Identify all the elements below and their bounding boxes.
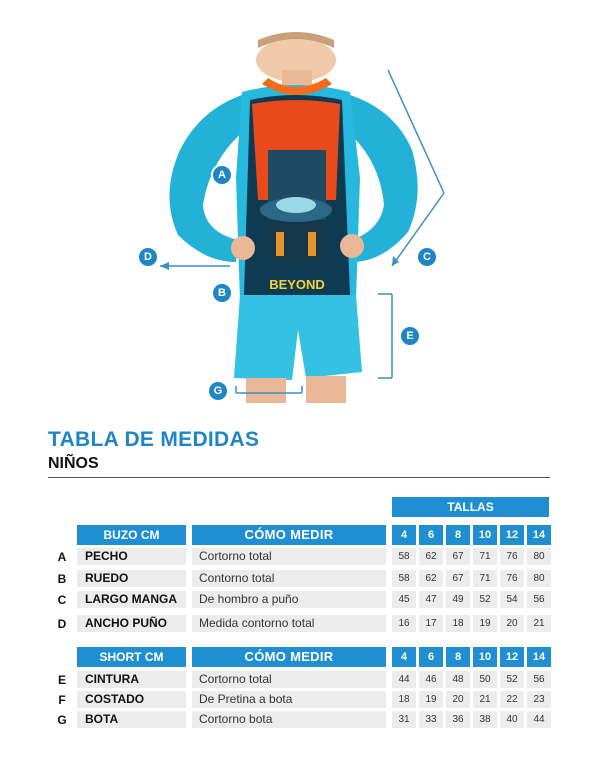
short-size-header: 4 [392,647,416,667]
measure-name: ANCHO PUÑO [77,615,186,632]
buzo-size-header: 8 [446,525,470,545]
table-cell: 44 [527,711,551,728]
measure-description: Contorno total [192,570,386,587]
table-cell: 54 [500,591,524,608]
shirt-print-text: BEYOND [269,277,325,292]
measure-description: De Pretina a bota [192,691,386,708]
table-cell: 49 [446,591,470,608]
measure-description: De hombro a puño [192,591,386,608]
table-cell: 80 [527,548,551,565]
marker-g: G [209,382,227,400]
table-cell: 56 [527,591,551,608]
table-cell: 67 [446,570,470,587]
table-cell: 80 [527,570,551,587]
measure-name: COSTADO [77,691,186,708]
table-cell: 38 [473,711,497,728]
short-size-header: 6 [419,647,443,667]
short-size-header: 14 [527,647,551,667]
measure-description: Cortorno total [192,548,386,565]
marker-b: B [213,284,231,302]
table-cell: 19 [473,615,497,632]
measure-name: BOTA [77,711,186,728]
short-section-header: SHORT CM [77,647,186,667]
table-cell: 16 [392,615,416,632]
row-letter: A [57,550,67,564]
page-subtitle: NIÑOS [48,455,99,472]
table-cell: 48 [446,671,470,688]
short-size-header: 8 [446,647,470,667]
row-letter: D [57,617,67,631]
table-cell: 58 [392,570,416,587]
table-cell: 76 [500,548,524,565]
table-cell: 17 [419,615,443,632]
table-cell: 62 [419,548,443,565]
tallas-header: TALLAS [392,497,549,517]
table-cell: 18 [446,615,470,632]
table-cell: 20 [446,691,470,708]
table-cell: 56 [527,671,551,688]
table-cell: 44 [392,671,416,688]
marker-c: C [418,248,436,266]
table-cell: 45 [392,591,416,608]
marker-d: D [139,248,157,266]
table-cell: 71 [473,548,497,565]
measure-description: Medida contorno total [192,615,386,632]
table-cell: 31 [392,711,416,728]
measure-name: RUEDO [77,570,186,587]
table-cell: 18 [392,691,416,708]
table-cell: 71 [473,570,497,587]
table-cell: 46 [419,671,443,688]
table-cell: 67 [446,548,470,565]
buzo-size-header: 10 [473,525,497,545]
measure-name: LARGO MANGA [77,591,186,608]
table-cell: 47 [419,591,443,608]
table-cell: 21 [527,615,551,632]
short-how-header: CÓMO MEDIR [192,647,386,667]
table-cell: 22 [500,691,524,708]
table-cell: 58 [392,548,416,565]
buzo-section-header: BUZO CM [77,525,186,545]
measure-name: PECHO [77,548,186,565]
buzo-size-header: 14 [527,525,551,545]
row-letter: G [57,713,67,727]
table-cell: 52 [473,591,497,608]
short-size-header: 10 [473,647,497,667]
page-title: TABLA DE MEDIDAS [48,428,260,451]
table-cell: 50 [473,671,497,688]
buzo-size-header: 12 [500,525,524,545]
row-letter: F [58,693,66,707]
marker-a: A [213,166,231,184]
table-cell: 20 [500,615,524,632]
table-cell: 36 [446,711,470,728]
table-cell: 23 [527,691,551,708]
row-letter: E [57,673,66,687]
buzo-size-header: 6 [419,525,443,545]
row-letter: C [57,593,67,607]
table-cell: 19 [419,691,443,708]
table-cell: 76 [500,570,524,587]
table-cell: 62 [419,570,443,587]
measure-name: CINTURA [77,671,186,688]
marker-e: E [401,327,419,345]
table-cell: 33 [419,711,443,728]
table-cell: 52 [500,671,524,688]
row-letter: B [57,572,67,586]
buzo-how-header: CÓMO MEDIR [192,525,386,545]
short-size-header: 12 [500,647,524,667]
table-cell: 21 [473,691,497,708]
table-cell: 40 [500,711,524,728]
divider [48,477,550,478]
measure-description: Cortorno total [192,671,386,688]
measure-description: Cortorno bota [192,711,386,728]
buzo-size-header: 4 [392,525,416,545]
